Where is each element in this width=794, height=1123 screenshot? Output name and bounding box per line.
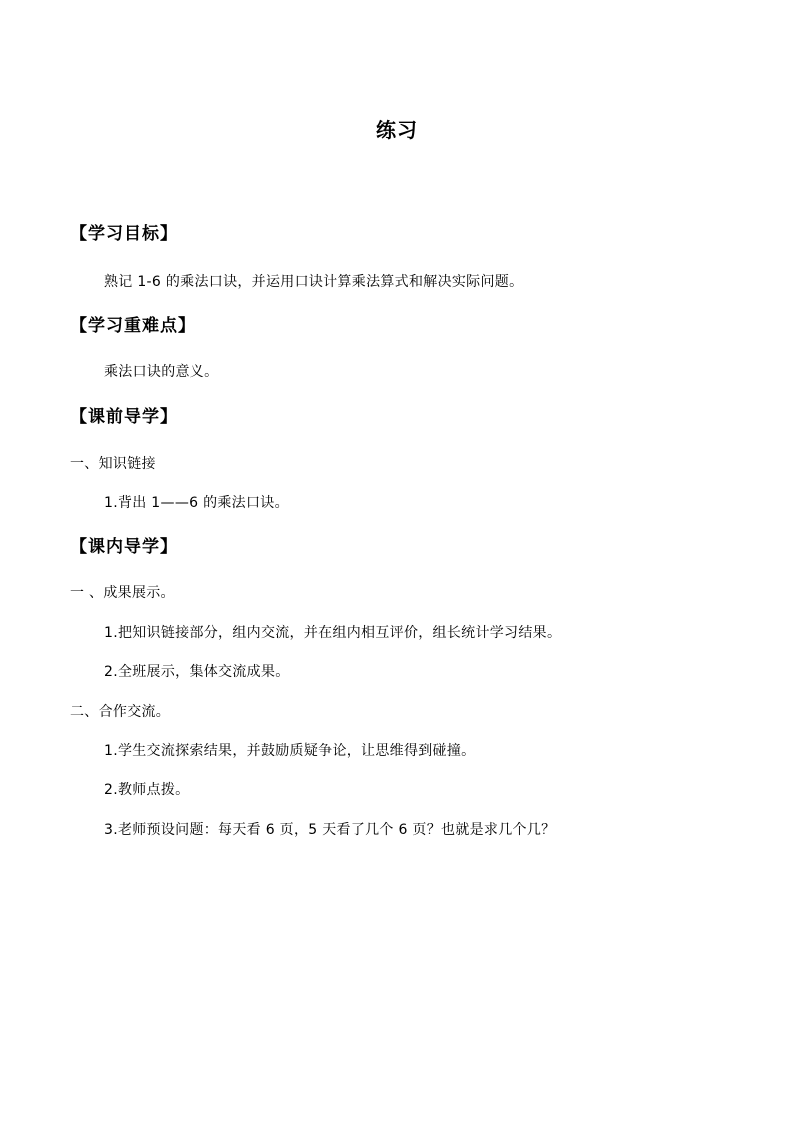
in-class-subheading-2: 二、合作交流。 xyxy=(70,704,171,720)
document-title: 练习 xyxy=(376,118,418,142)
in-class-item-1-1: 1.把知识链接部分，组内交流，并在组内相互评价，组长统计学习结果。 xyxy=(104,625,562,641)
in-class-item-1-2: 2.全班展示，集体交流成果。 xyxy=(104,664,290,680)
in-class-item-2-3: 3.老师预设问题：每天看 6 页，5 天看了几个 6 页？也就是求几个几？ xyxy=(104,822,556,838)
objectives-text: 熟记 1-6 的乘法口诀，并运用口诀计算乘法算式和解决实际问题。 xyxy=(104,274,524,290)
heading-learning-objectives: 【学习目标】 xyxy=(70,224,178,244)
key-points-text: 乘法口诀的意义。 xyxy=(104,364,219,380)
in-class-subheading-1: 一 、成果展示。 xyxy=(70,585,175,601)
pre-class-item-1: 1.背出 1——6 的乘法口诀。 xyxy=(104,495,289,511)
pre-class-subheading-1: 一、知识链接 xyxy=(70,456,156,472)
heading-pre-class: 【课前导学】 xyxy=(70,407,178,427)
in-class-item-2-2: 2.教师点拨。 xyxy=(104,782,190,798)
heading-key-points: 【学习重难点】 xyxy=(70,316,196,336)
in-class-item-2-1: 1.学生交流探索结果，并鼓励质疑争论，让思维得到碰撞。 xyxy=(104,743,476,759)
heading-in-class: 【课内导学】 xyxy=(70,537,178,557)
